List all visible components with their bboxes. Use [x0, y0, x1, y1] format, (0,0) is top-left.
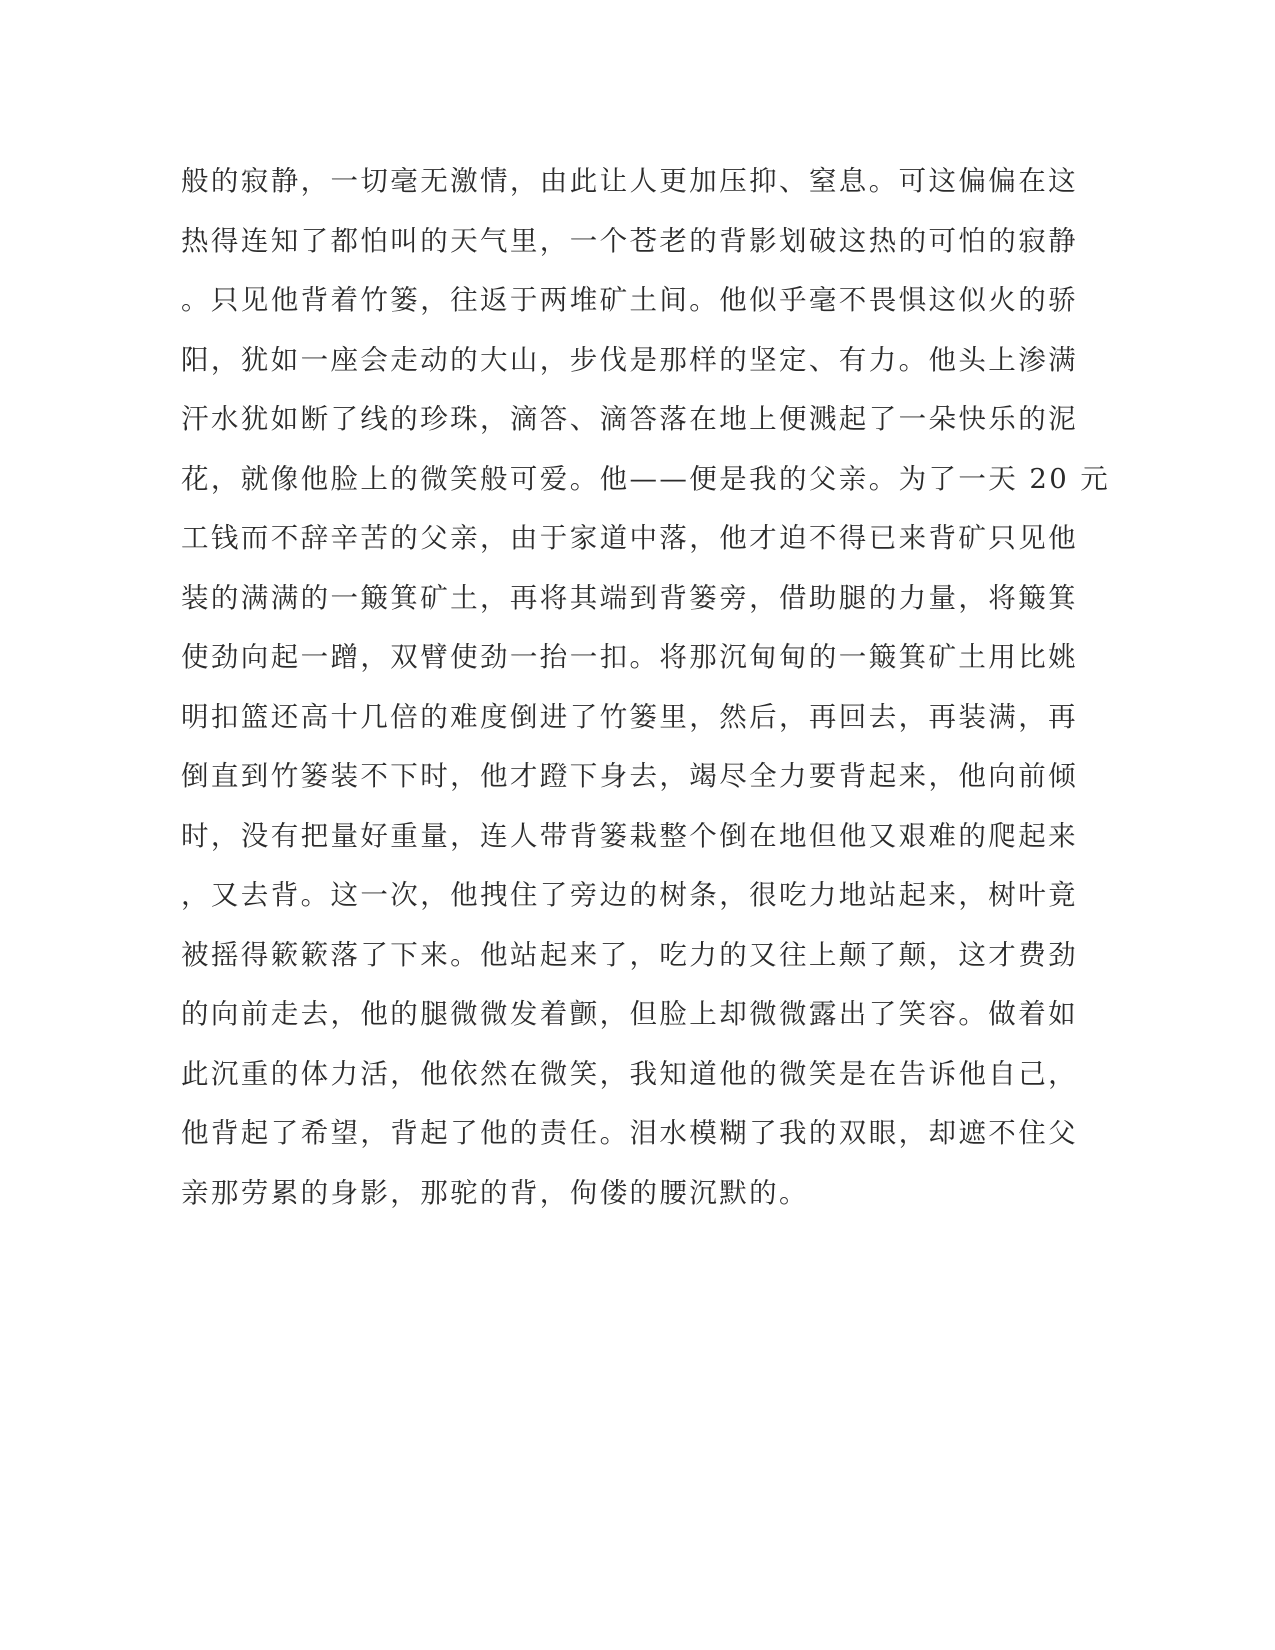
text-line: 装的满满的一簸箕矿土，再将其端到背篓旁，借助腿的力量，将簸箕 — [181, 581, 1078, 614]
text-line: 被摇得簌簌落了下来。他站起来了，吃力的又往上颠了颠，这才费劲 — [181, 938, 1078, 971]
text-line: 的向前走去，他的腿微微发着颤，但脸上却微微露出了笑容。做着如 — [181, 998, 1078, 1030]
text-line: 他背起了希望，背起了他的责任。泪水模糊了我的双眼，却遮不住父 — [181, 1117, 1078, 1149]
text-line: 汗水犹如断了线的珍珠，滴答、滴答落在地上便溅起了一朵快乐的泥 — [181, 403, 1078, 435]
text-line: 工钱而不辞辛苦的父亲，由于家道中落，他才迫不得已来背矿只见他 — [181, 522, 1078, 554]
text-line: 般的寂静，一切毫无激情，由此让人更加压抑、窒息。可这偏偏在这 — [181, 165, 1078, 197]
text-line: 明扣篮还高十几倍的难度倒进了竹篓里，然后，再回去，再装满，再 — [181, 700, 1078, 733]
text-line: 热得连知了都怕叫的天气里，一个苍老的背影划破这热的可怕的寂静 — [181, 224, 1078, 257]
text-line: 倒直到竹篓装不下时，他才蹬下身去，竭尽全力要背起来，他向前倾 — [181, 760, 1078, 792]
text-line: 时，没有把量好重量，连人带背篓栽整个倒在地但他又艰难的爬起来 — [181, 819, 1078, 852]
text-line: 花，就像他脸上的微笑般可爱。他——便是我的父亲。为了一天 20 元 — [181, 462, 1111, 495]
body-paragraph — [181, 157, 1111, 1228]
text-line: 亲那劳累的身影，那驼的背，佝偻的腰沉默的。 — [181, 1176, 809, 1209]
text-line: ，又去背。这一次，他拽住了旁边的树条，很吃力地站起来，树叶竟 — [181, 879, 1078, 911]
text-line: 阳，犹如一座会走动的大山，步伐是那样的坚定、有力。他头上渗满 — [181, 343, 1078, 376]
text-line: 此沉重的体力活，他依然在微笑，我知道他的微笑是在告诉他自己， — [181, 1057, 1078, 1090]
text-line: 。只见他背着竹篓，往返于两堆矿土间。他似乎毫不畏惧这似火的骄 — [181, 284, 1078, 316]
text-line: 使劲向起一蹭，双臂使劲一抬一扣。将那沉甸甸的一簸箕矿土用比姚 — [181, 641, 1078, 673]
